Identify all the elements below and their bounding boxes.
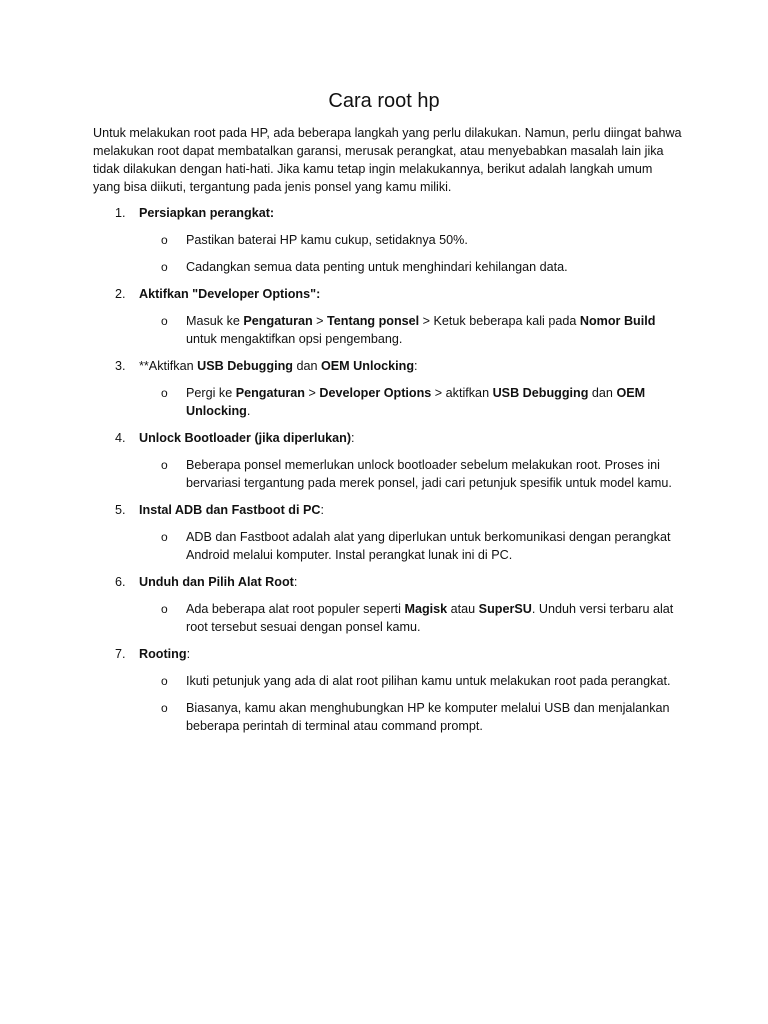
- text-run: :: [414, 359, 418, 373]
- text-run: **Aktifkan: [139, 359, 198, 373]
- step-heading: [93, 285, 683, 303]
- sub-item: [93, 699, 683, 735]
- sub-item: [93, 384, 683, 420]
- intro-paragraph: Untuk melakukan root pada HP, ada beberapa langkah yang perlu dilakukan. Namun, perlu diingat bahwa melakukan root dapat membatalkan garansi, merusak perangkat, atau menyebabkan masalah lain jika tidak dilakukan dengan hati-hati. Jika kamu tetap ingin melakukannya, berikut adalah langkah umum yang bisa diikuti, tergantung pada jenis ponsel yang kamu miliki.: [93, 126, 682, 194]
- bullet-marker: o: [161, 530, 168, 544]
- step-heading: [93, 204, 683, 222]
- step-number: 5.: [115, 503, 126, 517]
- page-title: Cara root hp: [328, 90, 440, 112]
- step-number: 2.: [115, 287, 126, 301]
- bold-text-run: OEM Unlocking: [186, 386, 646, 418]
- bold-text-run: USB Debugging: [492, 386, 589, 400]
- sub-item: [93, 672, 683, 690]
- step-number: 6.: [115, 575, 126, 589]
- bullet-marker: o: [161, 260, 168, 274]
- bold-text-run: Instal ADB dan Fastboot di PC: [139, 503, 321, 517]
- text-run: :: [351, 431, 355, 445]
- text-run: ADB dan Fastboot adalah alat yang diperlukan untuk berkomunikasi dengan perangkat Android melalui komputer. Instal perangkat lunak ini di PC.: [186, 530, 671, 562]
- bullet-marker: o: [161, 233, 168, 247]
- step-sublist: [93, 600, 683, 636]
- text-run: Cadangkan semua data penting untuk menghindari kehilangan data.: [186, 260, 568, 274]
- text-run: dan: [292, 359, 321, 373]
- bold-text-run: Pengaturan: [235, 386, 305, 400]
- text-run: :: [320, 503, 324, 517]
- bold-text-run: Magisk: [404, 602, 448, 616]
- text-run: .: [246, 404, 251, 418]
- text-run: :: [186, 647, 191, 661]
- text-run: Pastikan baterai HP kamu cukup, setidaknya 50%.: [186, 233, 468, 247]
- step-sublist: [93, 456, 683, 492]
- bold-text-run: Persiapkan perangkat:: [139, 206, 275, 220]
- step-number: 1.: [115, 206, 126, 220]
- step-number: 4.: [115, 431, 126, 445]
- text-run: :: [293, 575, 298, 589]
- bullet-marker: o: [161, 314, 168, 328]
- bold-text-run: Rooting: [139, 647, 187, 661]
- bold-text-run: Unduh dan Pilih Alat Root: [139, 575, 294, 589]
- text-run: dan: [588, 386, 617, 400]
- bold-text-run: Developer Options: [319, 386, 432, 400]
- step-item: [93, 357, 683, 420]
- sub-item: [93, 231, 683, 249]
- text-run: Biasanya, kamu akan menghubungkan HP ke komputer melalui USB dan menjalankan beberapa perintah di terminal atau command prompt.: [186, 701, 670, 733]
- text-run: Ikuti petunjuk yang ada di alat root pilihan kamu untuk melakukan root pada perangkat.: [186, 674, 671, 688]
- step-item: [93, 429, 683, 492]
- bullet-marker: o: [161, 701, 168, 715]
- step-sublist: [93, 231, 683, 276]
- steps-list: [93, 204, 683, 744]
- sub-item: [93, 312, 683, 348]
- text-run: > Ketuk beberapa kali pada: [419, 314, 580, 328]
- step-heading: [93, 573, 683, 591]
- sub-item: [93, 528, 683, 564]
- text-run: >: [304, 386, 320, 400]
- step-sublist: [93, 312, 683, 348]
- step-heading: [93, 429, 683, 447]
- step-sublist: [93, 528, 683, 564]
- sub-item: [93, 600, 683, 636]
- bold-text-run: SuperSU: [478, 602, 532, 616]
- bold-text-run: Pengaturan: [243, 314, 313, 328]
- text-run: Masuk ke: [186, 314, 244, 328]
- bold-text-run: Nomor Build: [579, 314, 656, 328]
- step-sublist: [93, 672, 683, 735]
- step-item: [93, 204, 683, 276]
- text-run: untuk mengaktifkan opsi pengembang.: [186, 332, 403, 346]
- bullet-marker: o: [161, 458, 168, 472]
- step-item: [93, 285, 683, 348]
- text-run: Pergi ke: [186, 386, 236, 400]
- bold-text-run: USB Debugging: [197, 359, 293, 373]
- bold-text-run: OEM Unlocking: [320, 359, 415, 373]
- bullet-marker: o: [161, 386, 168, 400]
- step-heading: [93, 357, 683, 375]
- step-heading: [93, 645, 683, 663]
- bold-text-run: Unlock Bootloader (jika diperlukan): [139, 431, 352, 445]
- step-number: 3.: [115, 359, 126, 373]
- step-item: [93, 573, 683, 636]
- text-run: Beberapa ponsel memerlukan unlock bootloader sebelum melakukan root. Proses ini bervariasi tergantung pada merek ponsel, jadi cari petunjuk spesifik untuk model kamu.: [186, 458, 672, 490]
- bold-text-run: Aktifkan "Developer Options":: [139, 287, 321, 301]
- step-sublist: [93, 384, 683, 420]
- text-run: . Unduh versi terbaru alat root tersebut sesuai dengan ponsel kamu.: [186, 602, 674, 634]
- text-run: >: [312, 314, 328, 328]
- text-run: atau: [447, 602, 479, 616]
- sub-item: [93, 456, 683, 492]
- bullet-marker: o: [161, 674, 168, 688]
- sub-item: [93, 258, 683, 276]
- bullet-marker: o: [161, 602, 168, 616]
- step-item: [93, 645, 683, 735]
- step-heading: [93, 501, 683, 519]
- text-run: Ada beberapa alat root populer seperti: [186, 602, 405, 616]
- text-run: > aktifkan: [431, 386, 493, 400]
- bold-text-run: Tentang ponsel: [327, 314, 420, 328]
- step-number: 7.: [115, 647, 126, 661]
- step-item: [93, 501, 683, 564]
